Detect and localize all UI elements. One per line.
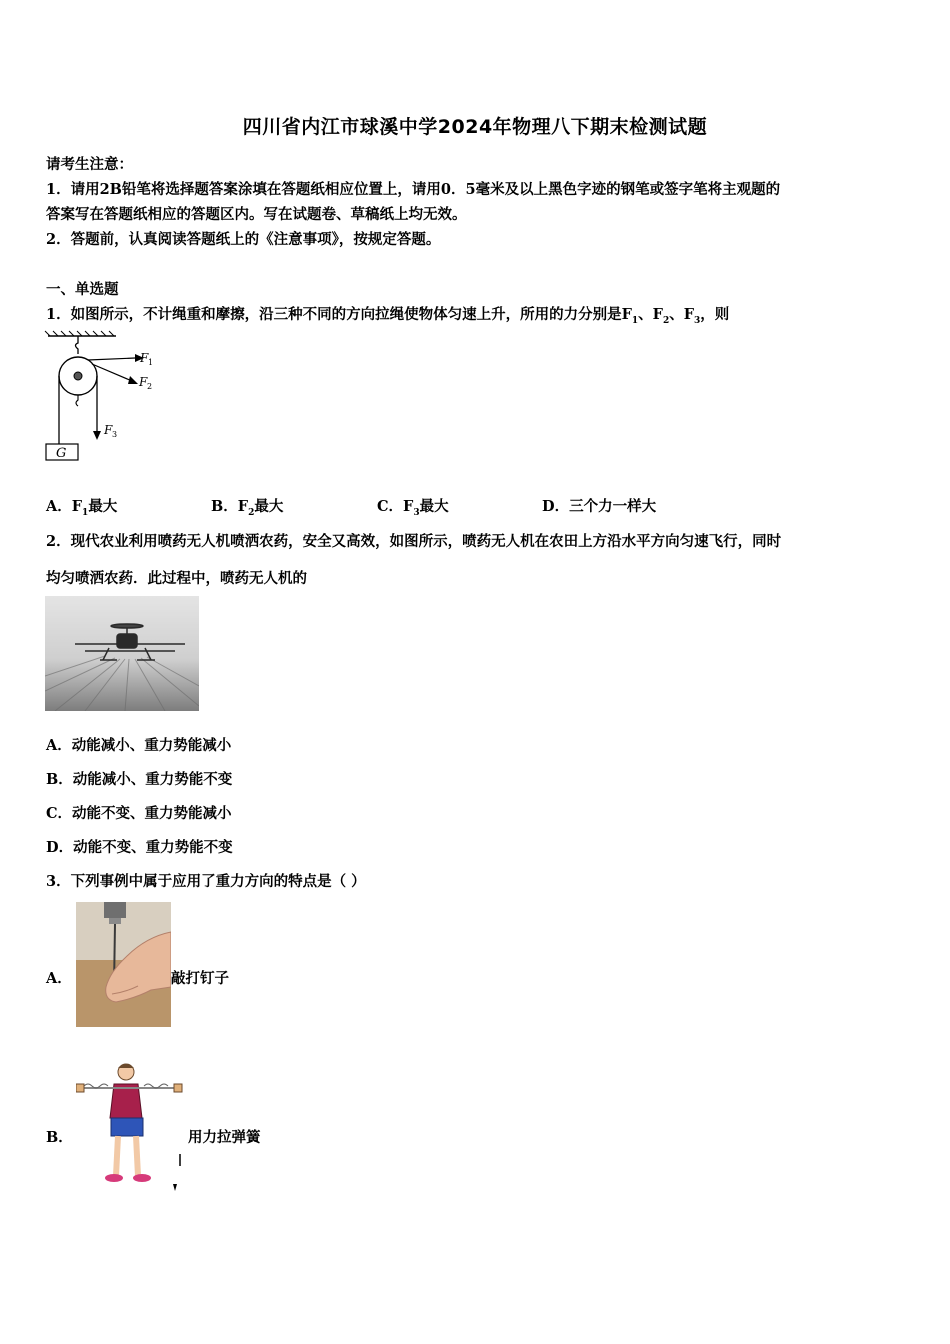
q1-f3-sub: 3 <box>694 315 701 326</box>
q1-option-d: D．三个力一样大 <box>542 498 657 515</box>
q1-option-a-prefix: A．F <box>46 498 83 515</box>
page-title: 四川省内江市球溪中学2024年物理八下期末检测试题 <box>242 116 708 138</box>
q1-stem-prefix: 1．如图所示，不计绳重和摩擦，沿三种不同的方向拉绳使物体匀速上升，所用的力分别是 <box>46 306 622 323</box>
q1-f1: F <box>621 306 632 323</box>
q1-f3: F <box>683 306 695 323</box>
q1-option-a-sub: 1 <box>82 507 89 518</box>
q2-stem-a: 2．现代农业利用喷药无人机喷洒农药，安全又高效，如图所示，喷药无人机在农田上方沿水平方向匀速飞行，同时 <box>46 533 782 550</box>
pulley-label-f2: F <box>139 375 148 389</box>
q1-stem-suffix: ，则 <box>700 306 730 323</box>
notice-item-1b: 答案写在答题纸相应的答题区内。写在试题卷、草稿纸上均无效。 <box>46 206 467 223</box>
q3-option-a-label: A． <box>46 970 72 987</box>
pulley-label-g: G <box>56 446 67 461</box>
q1-f2: F <box>652 306 663 323</box>
q2-option-b: B．动能减小、重力势能不变 <box>46 771 233 788</box>
section-heading: 一、单选题 <box>46 281 119 298</box>
pulley-figure <box>40 330 170 465</box>
q1-option-c-suffix: 最大 <box>419 498 449 515</box>
q1-sep-2: 、 <box>669 306 684 323</box>
q1-stem <box>46 303 729 324</box>
hammer-nail-photo <box>76 902 171 1027</box>
q1-option-b-prefix: B．F <box>211 498 249 515</box>
pulley-label-f1: F <box>140 351 149 365</box>
spring-pull-figure <box>76 1058 188 1198</box>
pulley-label-f1-sub: 1 <box>148 358 154 367</box>
pulley-label-f3: F <box>104 423 113 437</box>
notice-heading: 请考生注意： <box>46 156 133 173</box>
q1-f1-sub: 1 <box>631 315 639 326</box>
q2-option-a: A．动能减小、重力势能减小 <box>46 737 232 754</box>
q1-option-c-sub: 3 <box>413 507 420 518</box>
notice-item-2: 2．答题前，认真阅读答题纸上的《注意事项》，按规定答题。 <box>46 231 441 248</box>
q3-option-b-label: B． <box>46 1129 73 1146</box>
q3-option-a-text: 敲打钉子 <box>171 970 229 987</box>
pulley-label-f2-sub: 2 <box>147 382 153 391</box>
q1-option-a-suffix: 最大 <box>88 498 118 515</box>
q2-stem-b: 均匀喷洒农药．此过程中，喷药无人机的 <box>46 570 307 587</box>
q1-option-b-suffix: 最大 <box>254 498 284 515</box>
q2-option-c: C．动能不变、重力势能减小 <box>46 805 232 822</box>
q1-option-c-prefix: C．F <box>377 498 414 515</box>
q1-option-b <box>211 495 283 516</box>
q1-sep-1: 、 <box>638 306 653 323</box>
q2-option-d: D．动能不变、重力势能不变 <box>46 839 233 856</box>
q1-option-c <box>377 495 449 516</box>
q1-option-b-sub: 2 <box>248 507 255 518</box>
pulley-label-f3-sub: 3 <box>112 430 118 439</box>
notice-item-1a: 1．请用2B铅笔将选择题答案涂填在答题纸相应位置上，请用0．5毫米及以上黑色字迹的钢笔或签字笔将主观题的 <box>46 181 781 198</box>
q1-f2-sub: 2 <box>662 315 670 326</box>
drone-photo <box>45 596 199 711</box>
q3-stem: 3．下列事例中属于应用了重力方向的特点是（ ） <box>46 873 366 890</box>
q3-option-b-text: 用力拉弹簧 <box>188 1129 261 1146</box>
q1-option-a <box>46 495 117 516</box>
